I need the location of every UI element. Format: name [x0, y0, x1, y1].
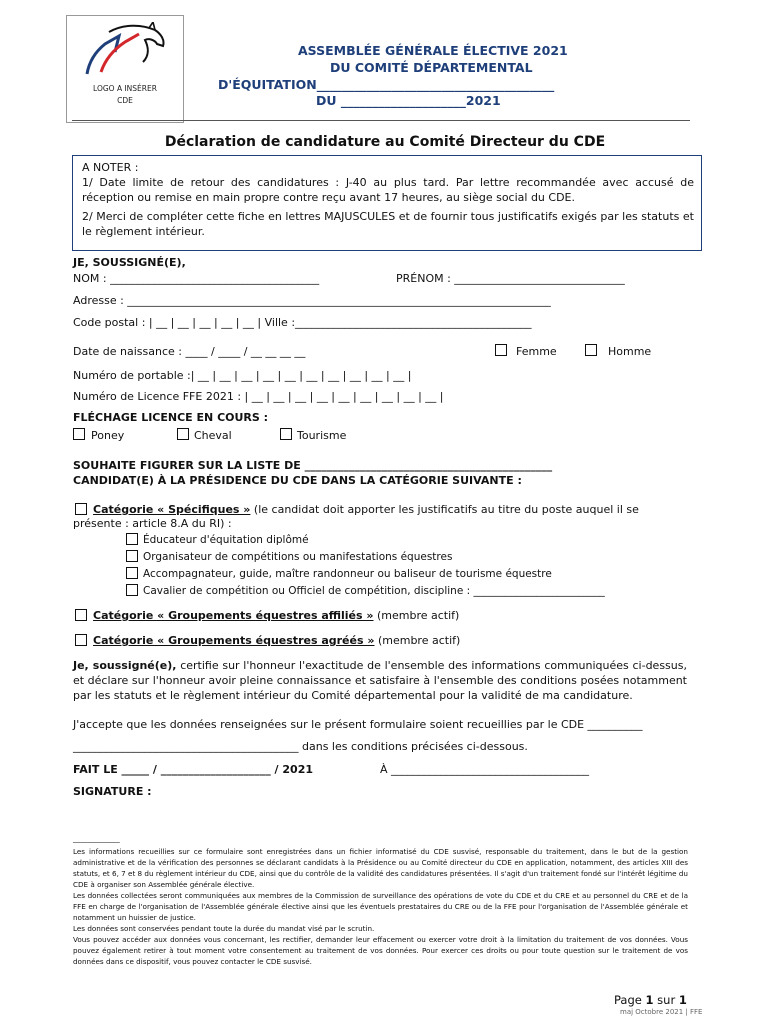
note-paragraph-2: 2/ Merci de compléter cette fiche en lettres MAJUSCULES et de fournir tous justificatifs exigés par les statuts et le règlement intérieur. — [82, 210, 694, 238]
flechage-heading: FLÉCHAGE LICENCE EN COURS : — [73, 411, 269, 424]
femme-label: Femme — [516, 345, 557, 358]
adresse-field[interactable]: Adresse : _____________________________________________________________________________ — [73, 294, 551, 307]
sub-item-label-2: Organisateur de compétitions ou manifestations équestres — [143, 551, 453, 563]
logo-text-line2: CDE — [117, 96, 133, 105]
sub-item-checkbox-4[interactable] — [126, 584, 138, 596]
footnote-paragraph-2: Les données collectées seront communiquées aux membres de la Commission de surveillance des opérations de vote du CDE et du CRE et au personnel du CRE et de la FFE en charge de l'organisation de l'Assemblée générale élective ainsi que les éventuels prestataires du CRE ou de la FFE pour l'organisation de l'Assemblée générale et notamment un huissier de justice. — [73, 891, 688, 922]
header-title-line1: ASSEMBLÉE GÉNÉRALE ÉLECTIVE 2021 — [298, 43, 568, 58]
signature-label: SIGNATURE : — [73, 785, 152, 798]
categorie-specifiques-desc-2: présente : article 8.A du RI) : — [73, 517, 232, 530]
note-box — [72, 155, 702, 251]
logo-text-line1: LOGO A INSÉRER — [93, 84, 157, 93]
tourisme-checkbox[interactable] — [280, 428, 292, 440]
categorie-affilies-label: Catégorie « Groupements équestres affiliés » — [93, 609, 374, 622]
accepte-line-2: _________________________________________ dans les conditions précisées ci-dessous. — [73, 740, 528, 753]
page-total: 1 — [678, 993, 687, 1007]
poney-checkbox[interactable] — [73, 428, 85, 440]
sub-item-checkbox-1[interactable] — [126, 533, 138, 545]
categorie-specifiques-desc: (le candidat doit apporter les justificatifs au titre du poste auquel il se — [253, 503, 639, 516]
certification-text: certifie sur l'honneur l'exactitude de l'ensemble des informations communiquées ci-dessus, et déclare sur l'honneur avoir pleine connaissance et satisfaire à l'ensemble des conditions posées notamment par les statuts et le règlement intérieur du Comité départemental pour la validité de ma candidature. — [73, 659, 687, 702]
sub-item-label-3: Accompagnateur, guide, maître randonneur ou baliseur de tourisme équestre — [143, 568, 552, 580]
footnote-paragraph-4: Vous pouvez accéder aux données vous concernant, les rectifier, demander leur effacement ou exercer votre droit à la limitation du traitement de vos données. Vous pouvez également retirer à tout moment votre consentement au traitement de vos données. Pour exercer ces droits ou pour toute question sur le traitement de vos données dans ce dispositif, vous pouvez contacter le CDE susvisé. — [73, 935, 688, 966]
header-divider — [72, 120, 690, 121]
cheval-label: Cheval — [194, 429, 232, 442]
tourisme-label: Tourisme — [297, 429, 347, 442]
header-title-line2: DU COMITÉ DÉPARTEMENTAL — [330, 60, 533, 75]
certification-paragraph — [73, 658, 687, 703]
souhaite-line-1: SOUHAITE FIGURER SUR LA LISTE DE _____________________________________________ — [73, 459, 553, 472]
licence-field[interactable]: Numéro de Licence FFE 2021 : | __ | __ | __ | __ | __ | __ | __ | __ | __ | — [73, 390, 444, 403]
header-title-line4: DU ____________________2021 — [316, 93, 501, 108]
homme-checkbox[interactable] — [585, 344, 597, 356]
horse-logo-icon — [79, 22, 171, 82]
footnote-paragraph-1: Les informations recueillies sur ce formulaire sont enregistrées dans un fichier informatisé du CDE susvisé, responsable du traitement, dans le but de la gestion administrative et de la vérification des personnes se déclarant candidats à la Présidence ou au Comité directeur du CDE en application, notamment, des articles XIII des statuts, et 6, 7 et 8 du règlement intérieur du CDE, ainsi que du contrôle de la validité des candidatures présentées. Il s'agit d'un traitement fondé sur l'intérêt légitime du CDE à organiser son Assemblée générale élective. — [73, 847, 688, 889]
nom-field[interactable]: NOM : ______________________________________ — [73, 272, 320, 285]
document-title: Déclaration de candidature au Comité Directeur du CDE — [164, 134, 606, 150]
poney-label: Poney — [91, 429, 125, 442]
categorie-specifiques-label: Catégorie « Spécifiques » — [93, 503, 251, 516]
categorie-agrees-row — [93, 634, 460, 648]
note-paragraph-1: 1/ Date limite de retour des candidatures : J-40 au plus tard. Par lettre recommandée avec accusé de réception ou remise en main propre contre reçu avant 17 heures, au siège social du CDE. — [82, 176, 694, 204]
categorie-affilies-row — [93, 609, 459, 623]
logo-placeholder — [66, 15, 184, 123]
categorie-affilies-suffix: (membre actif) — [377, 609, 460, 622]
footnote-paragraph-3: Les données sont conservées pendant toute la durée du mandat visé par le scrutin. — [73, 924, 375, 933]
code-postal-ville-field[interactable]: Code postal : | __ | __ | __ | __ | __ | Ville :___________________________________________ — [73, 316, 532, 329]
categorie-specifiques-row — [93, 503, 639, 517]
footnote-separator: _____________ — [73, 834, 120, 843]
sur-word: sur — [657, 993, 676, 1007]
accepte-line-1: J'accepte que les données renseignées sur le présent formulaire soient recueillies par le CDE __________ — [73, 718, 643, 731]
page-current: 1 — [645, 993, 654, 1007]
certification-lead: Je, soussigné(e), — [73, 659, 177, 672]
portable-field[interactable]: Numéro de portable :| __ | __ | __ | __ | __ | __ | __ | __ | __ | __ | — [73, 369, 412, 382]
footnotes-block — [73, 846, 688, 967]
page-number — [614, 993, 687, 1007]
categorie-specifiques-checkbox[interactable] — [75, 503, 87, 515]
note-heading: A NOTER : — [82, 161, 139, 174]
sub-item-checkbox-3[interactable] — [126, 567, 138, 579]
fait-le-field[interactable]: FAIT LE _____ / ____________________ / 2021 — [73, 763, 314, 776]
homme-label: Homme — [608, 345, 652, 358]
femme-checkbox[interactable] — [495, 344, 507, 356]
sub-item-checkbox-2[interactable] — [126, 550, 138, 562]
sub-item-label-4: Cavalier de compétition ou Officiel de compétition, discipline : _________________________ — [143, 585, 605, 597]
page-word: Page — [614, 993, 642, 1007]
categorie-agrees-label: Catégorie « Groupements équestres agréés » — [93, 634, 375, 647]
update-note: maj Octobre 2021 | FFE — [620, 1008, 703, 1016]
date-naissance-field[interactable]: Date de naissance : ____ / ____ / __ __ __ __ — [73, 345, 306, 358]
cheval-checkbox[interactable] — [177, 428, 189, 440]
categorie-agrees-checkbox[interactable] — [75, 634, 87, 646]
je-soussigne-label: JE, SOUSSIGNÉ(E), — [73, 256, 186, 269]
sub-item-label-1: Éducateur d'équitation diplômé — [143, 534, 309, 546]
prenom-field[interactable]: PRÉNOM : _______________________________ — [396, 272, 625, 285]
header-title-line3: D'ÉQUITATION______________________________________ — [218, 77, 555, 92]
lieu-field[interactable]: À ____________________________________ — [380, 763, 590, 776]
categorie-affilies-checkbox[interactable] — [75, 609, 87, 621]
souhaite-line-2: CANDIDAT(E) À LA PRÉSIDENCE DU CDE DANS LA CATÉGORIE SUIVANTE : — [73, 474, 522, 487]
categorie-agrees-suffix: (membre actif) — [377, 634, 461, 647]
